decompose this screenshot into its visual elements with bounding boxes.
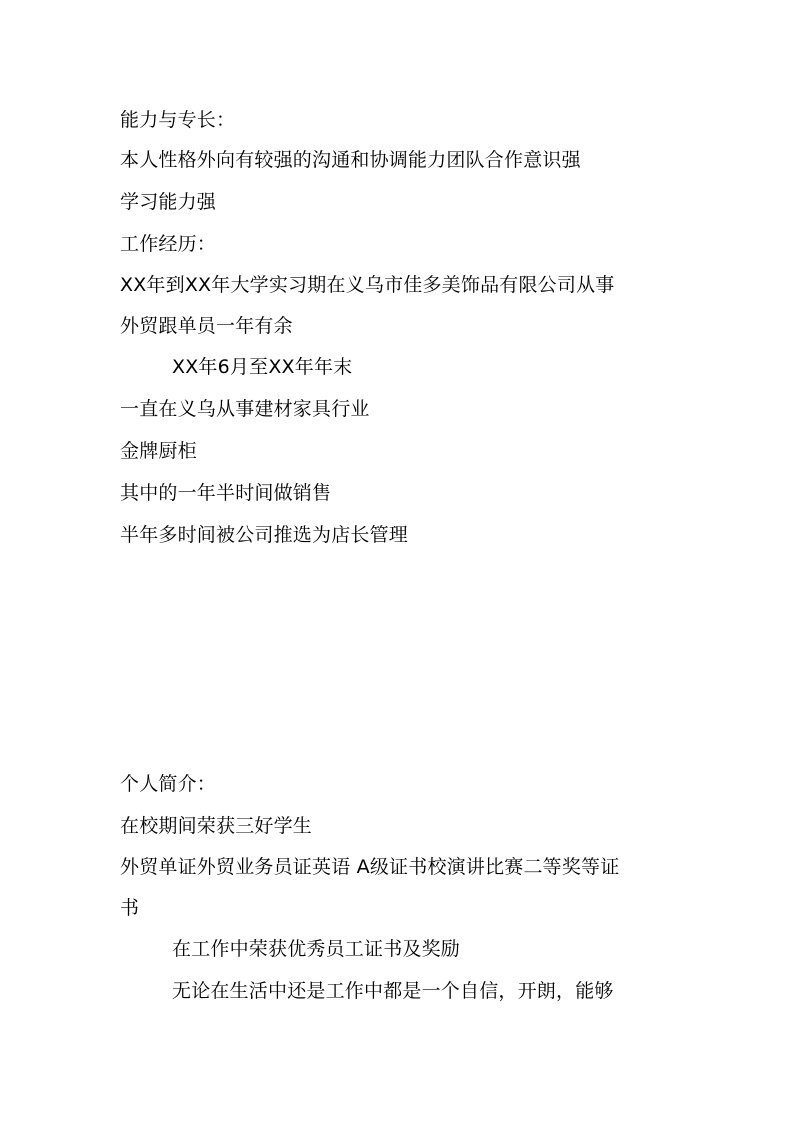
skills-line-1: 本人性格外向有较强的沟通和协调能力团队合作意识强 [120,149,581,171]
work-line-3: XX年6月至XX年年末 [172,356,353,378]
profile-line-4: 在工作中荣获优秀员工证书及奖励 [172,938,461,960]
work-line-4: 一直在义乌从事建材家具行业 [120,398,370,420]
profile-heading: 个人简介： [120,773,217,795]
profile-line-1: 在校期间荣获三好学生 [120,815,313,837]
work-line-2: 外贸跟单员一年有余 [120,315,293,337]
work-heading: 工作经历： [120,233,217,255]
skills-line-2: 学习能力强 [120,191,217,213]
profile-line-2: 外贸单证外贸业务员证英语 A级证书校演讲比赛二等奖等证 [120,856,620,878]
skills-heading: 能力与专长： [120,109,236,131]
profile-line-3: 书 [120,897,140,919]
work-line-7: 半年多时间被公司推选为店长管理 [120,524,409,546]
profile-line-5: 无论在生活中还是工作中都是一个自信，开朗，能够 [172,980,614,1002]
work-line-6: 其中的一年半时间做销售 [120,482,332,504]
work-line-5: 金牌厨柜 [120,440,197,462]
work-line-1: XX年到XX年大学实习期在义乌市佳多美饰品有限公司从事 [120,274,615,296]
